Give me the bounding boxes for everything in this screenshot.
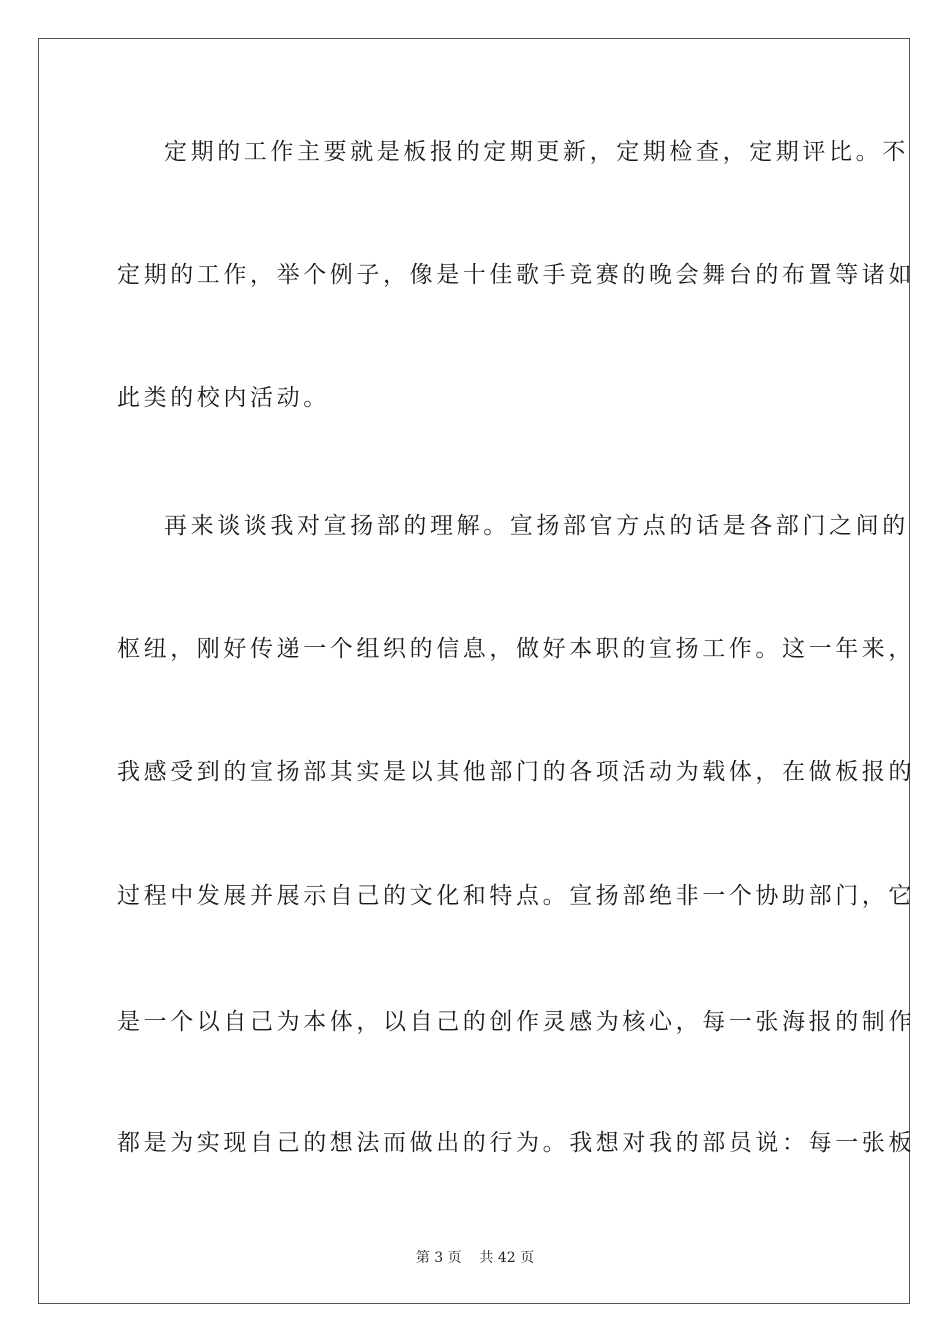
paragraph-2-line-1: 再来谈谈我对宣扬部的理解。宣扬部官方点的话是各部门之间的 xyxy=(164,513,909,539)
paragraph-2-line-4: 过程中发展并展示自己的文化和特点。宣扬部绝非一个协助部门，它 xyxy=(117,883,915,909)
page-number-footer: 第 3 页 共 42 页 xyxy=(415,1250,535,1266)
paragraph-2-line-6: 都是为实现自己的想法而做出的行为。我想对我的部员说：每一张板 xyxy=(117,1130,915,1156)
page-border xyxy=(38,38,915,1304)
paragraph-1-line-1: 定期的工作主要就是板报的定期更新，定期检查，定期评比。不 xyxy=(164,139,909,165)
paragraph-2-line-2: 枢纽，刚好传递一个组织的信息，做好本职的宣扬工作。这一年来， xyxy=(117,636,915,662)
paragraph-2-line-5: 是一个以自己为本体，以自己的创作灵感为核心，每一张海报的制作 xyxy=(117,1009,915,1035)
paragraph-2-line-3: 我感受到的宣扬部其实是以其他部门的各项活动为载体，在做板报的 xyxy=(117,759,915,785)
paragraph-1-line-3: 此类的校内活动。 xyxy=(117,385,330,411)
paragraph-1-line-2: 定期的工作，举个例子，像是十佳歌手竞赛的晚会舞台的布置等诸如 xyxy=(117,262,915,288)
